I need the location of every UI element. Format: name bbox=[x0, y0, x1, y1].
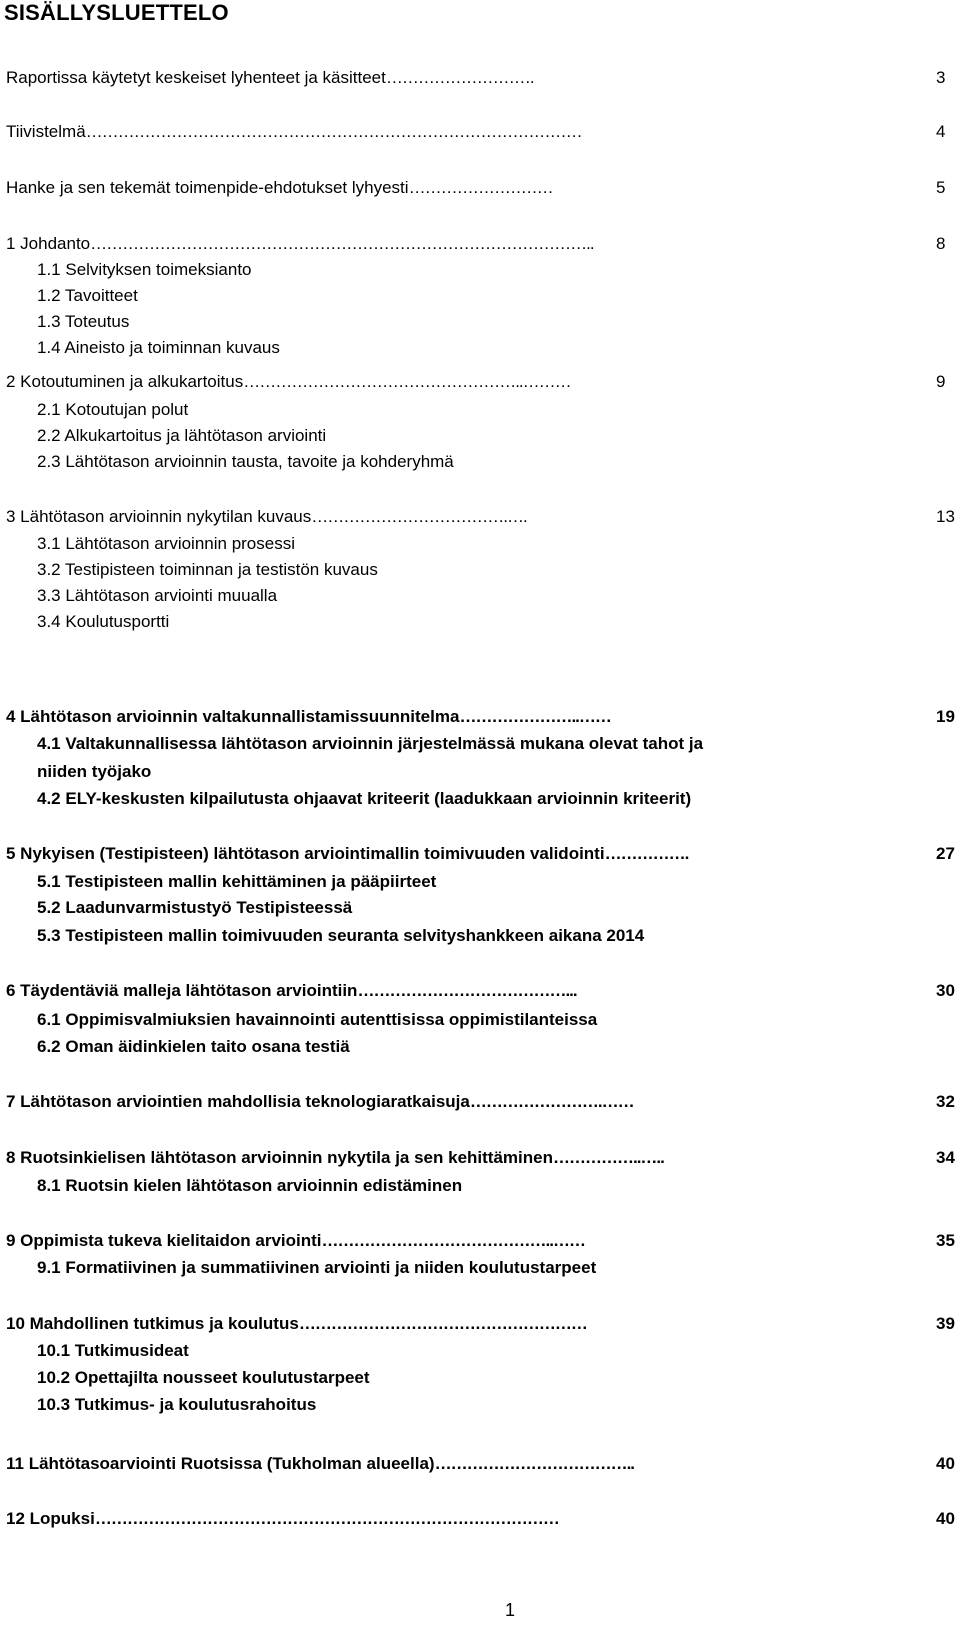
toc-entry-text: 4 Lähtötason arvioinnin valtakunnallistamissuunnitelma bbox=[6, 707, 460, 726]
toc-subentry[interactable] bbox=[37, 556, 960, 584]
toc-page-number: 30 bbox=[936, 981, 955, 1000]
toc-entry-text: 3.3 Lähtötason arviointi muualla bbox=[37, 586, 278, 605]
toc-entry-text: 10 Mahdollinen tutkimus ja koulutus bbox=[6, 1314, 299, 1333]
toc-leader: ……………………………………………..……… bbox=[243, 372, 571, 391]
toc-subentry[interactable] bbox=[37, 1337, 960, 1365]
toc-page-number: 13 bbox=[936, 507, 955, 526]
toc-entry[interactable] bbox=[6, 503, 960, 531]
toc-leader: ……………………… bbox=[408, 178, 553, 197]
toc-leader: …………………….…… bbox=[469, 1092, 634, 1111]
toc-subentry[interactable] bbox=[37, 422, 960, 450]
toc-entry-text: 9.1 Formatiivinen ja summatiivinen arviointi ja niiden koulutustarpeet bbox=[37, 1258, 597, 1277]
toc-entry[interactable] bbox=[6, 1227, 960, 1255]
toc-leader: ……………………………….. bbox=[434, 1454, 635, 1473]
toc-subentry[interactable] bbox=[37, 308, 960, 336]
toc-entry-text: 1.2 Tavoitteet bbox=[37, 286, 138, 305]
toc-entry-text: 2.1 Kotoutujan polut bbox=[37, 400, 189, 419]
toc-entry-text: 8.1 Ruotsin kielen lähtötason arvioinnin edistäminen bbox=[37, 1176, 463, 1195]
toc-subentry[interactable] bbox=[37, 1033, 960, 1061]
toc-entry[interactable] bbox=[6, 840, 960, 868]
toc-entry-text: 6.2 Oman äidinkielen taito osana testiä bbox=[37, 1037, 350, 1056]
toc-leader: ……………………………….…. bbox=[311, 507, 527, 526]
toc-page-number: 40 bbox=[936, 1454, 955, 1473]
toc-leader: ………………………………………………………………………………… bbox=[85, 122, 582, 141]
toc-entry[interactable] bbox=[6, 1310, 960, 1338]
toc-entry-text: 1.1 Selvityksen toimeksianto bbox=[37, 260, 252, 279]
toc-subentry[interactable] bbox=[37, 1391, 960, 1419]
toc-entry-text: 3.4 Koulutusportti bbox=[37, 612, 170, 631]
toc-subentry[interactable] bbox=[37, 1364, 960, 1392]
toc-page-number: 4 bbox=[936, 122, 946, 141]
toc-subentry[interactable] bbox=[37, 894, 960, 922]
toc-entry-text: 7 Lähtötason arviointien mahdollisia teknologiaratkaisuja bbox=[6, 1092, 470, 1111]
toc-entry-text: 2.2 Alkukartoitus ja lähtötason arviointi bbox=[37, 426, 327, 445]
toc-entry[interactable] bbox=[6, 703, 960, 731]
toc-entry-text: 1.4 Aineisto ja toiminnan kuvaus bbox=[37, 338, 280, 357]
toc-subentry[interactable] bbox=[37, 1172, 960, 1200]
toc-subentry[interactable] bbox=[37, 608, 960, 636]
toc-leader: ……………..….. bbox=[552, 1148, 664, 1167]
toc-page-number: 39 bbox=[936, 1314, 955, 1333]
toc-page-number: 3 bbox=[936, 68, 946, 87]
toc-page-number: 34 bbox=[936, 1148, 955, 1167]
toc-entry[interactable] bbox=[6, 1505, 960, 1533]
toc-leader: ………………………………………………………………………………….. bbox=[90, 234, 594, 253]
toc-entry-text: 3.1 Lähtötason arvioinnin prosessi bbox=[37, 534, 295, 553]
toc-subentry[interactable] bbox=[37, 448, 960, 476]
page-title: SISÄLLYSLUETTELO bbox=[4, 0, 229, 25]
toc-subentry[interactable] bbox=[37, 282, 960, 310]
toc-entry[interactable] bbox=[6, 118, 960, 146]
toc-subentry[interactable] bbox=[37, 582, 960, 610]
toc-page-number: 8 bbox=[936, 234, 946, 253]
toc-entry-text: 3.2 Testipisteen toiminnan ja testistön kuvaus bbox=[37, 560, 378, 579]
toc-page-number: 5 bbox=[936, 178, 946, 197]
toc-subentry[interactable] bbox=[37, 785, 960, 813]
toc-page-number: 19 bbox=[936, 707, 955, 726]
toc-entry-text: 4.2 ELY-keskusten kilpailutusta ohjaavat kriteerit (laadukkaan arvioinnin kriteerit) bbox=[37, 789, 692, 808]
toc-entry[interactable] bbox=[6, 368, 960, 396]
toc-entry-text: 5.1 Testipisteen mallin kehittäminen ja pääpiirteet bbox=[37, 872, 437, 891]
toc-page-number: 27 bbox=[936, 844, 955, 863]
toc-entry-text: 9 Oppimista tukeva kielitaidon arviointi bbox=[6, 1231, 322, 1250]
toc-entry-text: 2 Kotoutuminen ja alkukartoitus bbox=[6, 372, 244, 391]
toc-page-number: 35 bbox=[936, 1231, 955, 1250]
toc-page-number: 9 bbox=[936, 372, 946, 391]
toc-entry-text: 10.2 Opettajilta nousseet koulutustarpeet bbox=[37, 1368, 370, 1387]
toc-subentry[interactable] bbox=[37, 396, 960, 424]
toc-entry-text: 3 Lähtötason arvioinnin nykytilan kuvaus bbox=[6, 507, 312, 526]
toc-entry-text: Tiivistelmä bbox=[6, 122, 86, 141]
toc-entry[interactable] bbox=[6, 174, 960, 202]
toc-subentry[interactable] bbox=[37, 868, 960, 896]
toc-subentry[interactable] bbox=[37, 334, 960, 362]
toc-entry-text: 2.3 Lähtötason arvioinnin tausta, tavoite ja kohderyhmä bbox=[37, 452, 454, 471]
toc-entry[interactable] bbox=[6, 1450, 960, 1478]
toc-subentry[interactable] bbox=[37, 1006, 960, 1034]
toc-entry-text: Hanke ja sen tekemät toimenpide-ehdotukset lyhyesti bbox=[6, 178, 409, 197]
toc-entry-text: 11 Lähtötasoarviointi Ruotsissa (Tukholman alueella) bbox=[6, 1454, 435, 1473]
toc-entry-text: 6 Täydentäviä malleja lähtötason arviointiin bbox=[6, 981, 358, 1000]
toc-subentry[interactable] bbox=[37, 530, 960, 558]
toc-subentry[interactable] bbox=[37, 922, 960, 950]
toc-entry[interactable] bbox=[6, 230, 960, 258]
toc-entry[interactable] bbox=[6, 977, 960, 1005]
toc-entry-text: 8 Ruotsinkielisen lähtötason arvioinnin nykytila ja sen kehittäminen bbox=[6, 1148, 553, 1167]
toc-entry-text: 1.3 Toteutus bbox=[37, 312, 130, 331]
toc-leader: ……………………………………..…… bbox=[321, 1231, 585, 1250]
toc-entry-text: 10.3 Tutkimus- ja koulutusrahoitus bbox=[37, 1395, 317, 1414]
toc-subentry[interactable] bbox=[37, 730, 960, 786]
toc-entry-text: 5.3 Testipisteen mallin toimivuuden seuranta selvityshankkeen aikana 2014 bbox=[37, 926, 645, 945]
toc-page-number: 32 bbox=[936, 1092, 955, 1111]
toc-entry[interactable] bbox=[6, 1088, 960, 1116]
page-number: 1 bbox=[505, 1600, 516, 1620]
toc-leader: ………………………. bbox=[385, 68, 534, 87]
toc-entry[interactable] bbox=[6, 1144, 960, 1172]
toc-leader: …………………………………... bbox=[357, 981, 577, 1000]
toc-entry-text: 4.1 Valtakunnallisessa lähtötason arvioinnin järjestelmässä mukana olevat tahot ja niiden työjako bbox=[37, 734, 704, 781]
toc-leader: …………………………………………………………………………… bbox=[94, 1509, 559, 1528]
toc-entry-text: 5 Nykyisen (Testipisteen) lähtötason arviointimallin toimivuuden validointi bbox=[6, 844, 605, 863]
toc-entry[interactable] bbox=[6, 64, 960, 92]
toc-entry-text: 1 Johdanto bbox=[6, 234, 91, 253]
toc-entry-text: 6.1 Oppimisvalmiuksien havainnointi autenttisissa oppimistilanteissa bbox=[37, 1010, 598, 1029]
toc-entry-text: 5.2 Laadunvarmistustyö Testipisteessä bbox=[37, 898, 353, 917]
toc-subentry[interactable] bbox=[37, 256, 960, 284]
toc-entry-text: Raportissa käytetyt keskeiset lyhenteet ja käsitteet bbox=[6, 68, 386, 87]
toc-leader: ……………. bbox=[604, 844, 689, 863]
toc-subentry[interactable] bbox=[37, 1254, 960, 1282]
toc-leader: …………………..…… bbox=[459, 707, 611, 726]
toc-page-number: 40 bbox=[936, 1509, 955, 1528]
toc-entry-text: 12 Lopuksi bbox=[6, 1509, 95, 1528]
toc-entry-text: 10.1 Tutkimusideat bbox=[37, 1341, 189, 1360]
toc-leader: ……………………………………………… bbox=[298, 1314, 587, 1333]
